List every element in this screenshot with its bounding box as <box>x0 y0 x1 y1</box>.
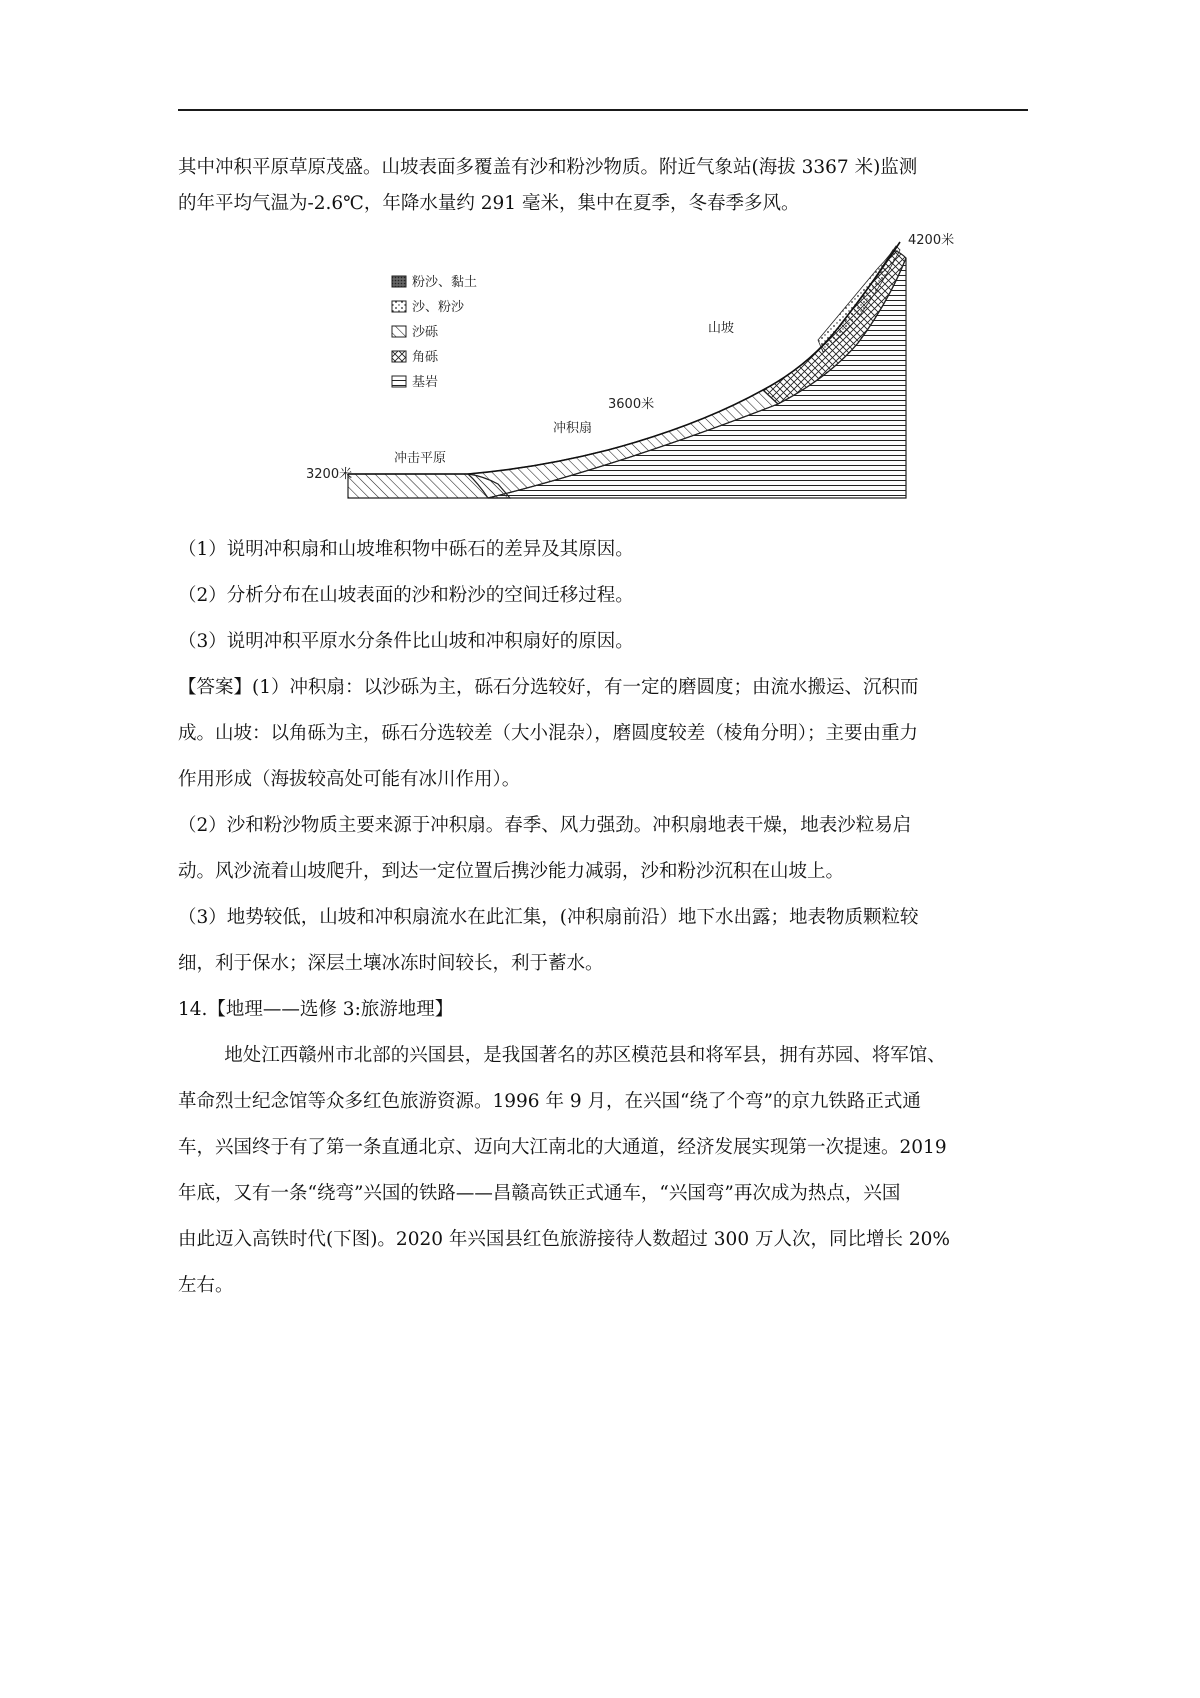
plain-label: 冲击平原 <box>394 451 447 466</box>
document-body <box>178 150 1038 1304</box>
question-14-passage <box>178 1038 1038 1304</box>
answer-line: （3）地势较低，山坡和冲积扇流水在此汇集，(冲积扇前沿）地下水出露；地表物质颗粒较 <box>178 907 919 928</box>
passage-line: 车，兴国终于有了第一条直通北京、迈向大江南北的大通道，经济发展实现第一次提速。2019 <box>178 1137 947 1158</box>
elevation-label-top: 4200米 <box>908 233 955 248</box>
intro-line: 其中冲积平原草原茂盛。山坡表面多覆盖有沙和粉沙物质。附近气象站(海拔 3367 米)监测 <box>178 157 918 178</box>
answer-line: 细，利于保水；深层土壤冰冻时间较长，利于蓄水。 <box>178 953 604 974</box>
cross-section-diagram <box>178 228 1038 526</box>
legend <box>392 274 477 390</box>
intro-line: 的年平均气温为-2.6℃，年降水量约 291 毫米，集中在夏季，冬春季多风。 <box>178 193 800 214</box>
answer-block <box>178 670 1038 982</box>
legend-label: 粉沙、黏土 <box>412 275 478 290</box>
legend-item-bedrock <box>392 374 438 390</box>
answer-line: 动。风沙流着山坡爬升，到达一定位置后携沙能力减弱，沙和粉沙沉积在山坡上。 <box>178 861 845 882</box>
legend-item-sandy-gravel <box>392 324 439 340</box>
question-2: （2）分析分布在山坡表面的沙和粉沙的空间迁移过程。 <box>178 585 634 606</box>
elevation-label-mid: 3600米 <box>608 397 655 412</box>
legend-item-sand-silt <box>392 299 465 315</box>
slope-label: 山坡 <box>708 321 735 336</box>
legend-label: 沙砾 <box>412 325 439 340</box>
legend-label: 沙、粉沙 <box>412 300 465 315</box>
legend-item-breccia <box>392 350 439 365</box>
question-14-heading: 14.【地理——选修 3:旅游地理】 <box>178 999 454 1020</box>
passage-line: 革命烈士纪念馆等众多红色旅游资源。1996 年 9 月，在兴国“绕了个弯”的京九铁路正式通 <box>178 1091 921 1112</box>
question-3: （3）说明冲积平原水分条件比山坡和冲积扇好的原因。 <box>178 631 634 652</box>
legend-label: 角砾 <box>412 350 439 365</box>
answer-line: （2）沙和粉沙物质主要来源于冲积扇。春季、风力强劲。冲积扇地表干燥，地表沙粒易启 <box>178 815 912 836</box>
elevation-label-base: 3200米 <box>306 467 353 482</box>
passage-line: 左右。 <box>178 1275 234 1296</box>
fan-label: 冲积扇 <box>553 421 593 436</box>
question-1: （1）说明冲积扇和山坡堆积物中砾石的差异及其原因。 <box>178 539 634 560</box>
terrain-cross-section-figure <box>178 228 1038 526</box>
legend-item-silt-clay <box>392 274 477 290</box>
passage-line: 年底，又有一条“绕弯”兴国的铁路——昌赣高铁正式通车，“兴国弯”再次成为热点，兴国 <box>178 1183 901 1204</box>
legend-label: 基岩 <box>412 375 439 390</box>
answer-line: 作用形成（海拔较高处可能有冰川作用）。 <box>178 769 521 790</box>
header-rule <box>178 109 1028 111</box>
answer-line: 【答案】(1）冲积扇：以沙砾为主，砾石分选较好，有一定的磨圆度；由流水搬运、沉积而 <box>178 677 919 698</box>
answer-line: 成。山坡：以角砾为主，砾石分选较差（大小混杂），磨圆度较差（棱角分明）；主要由重力 <box>178 723 919 744</box>
passage-line: 由此迈入高铁时代(下图)。2020 年兴国县红色旅游接待人数超过 300 万人次，同比增长 20% <box>178 1229 950 1250</box>
passage-line: 地处江西赣州市北部的兴国县，是我国著名的苏区模范县和将军县，拥有苏园、将军馆、 <box>224 1045 946 1066</box>
